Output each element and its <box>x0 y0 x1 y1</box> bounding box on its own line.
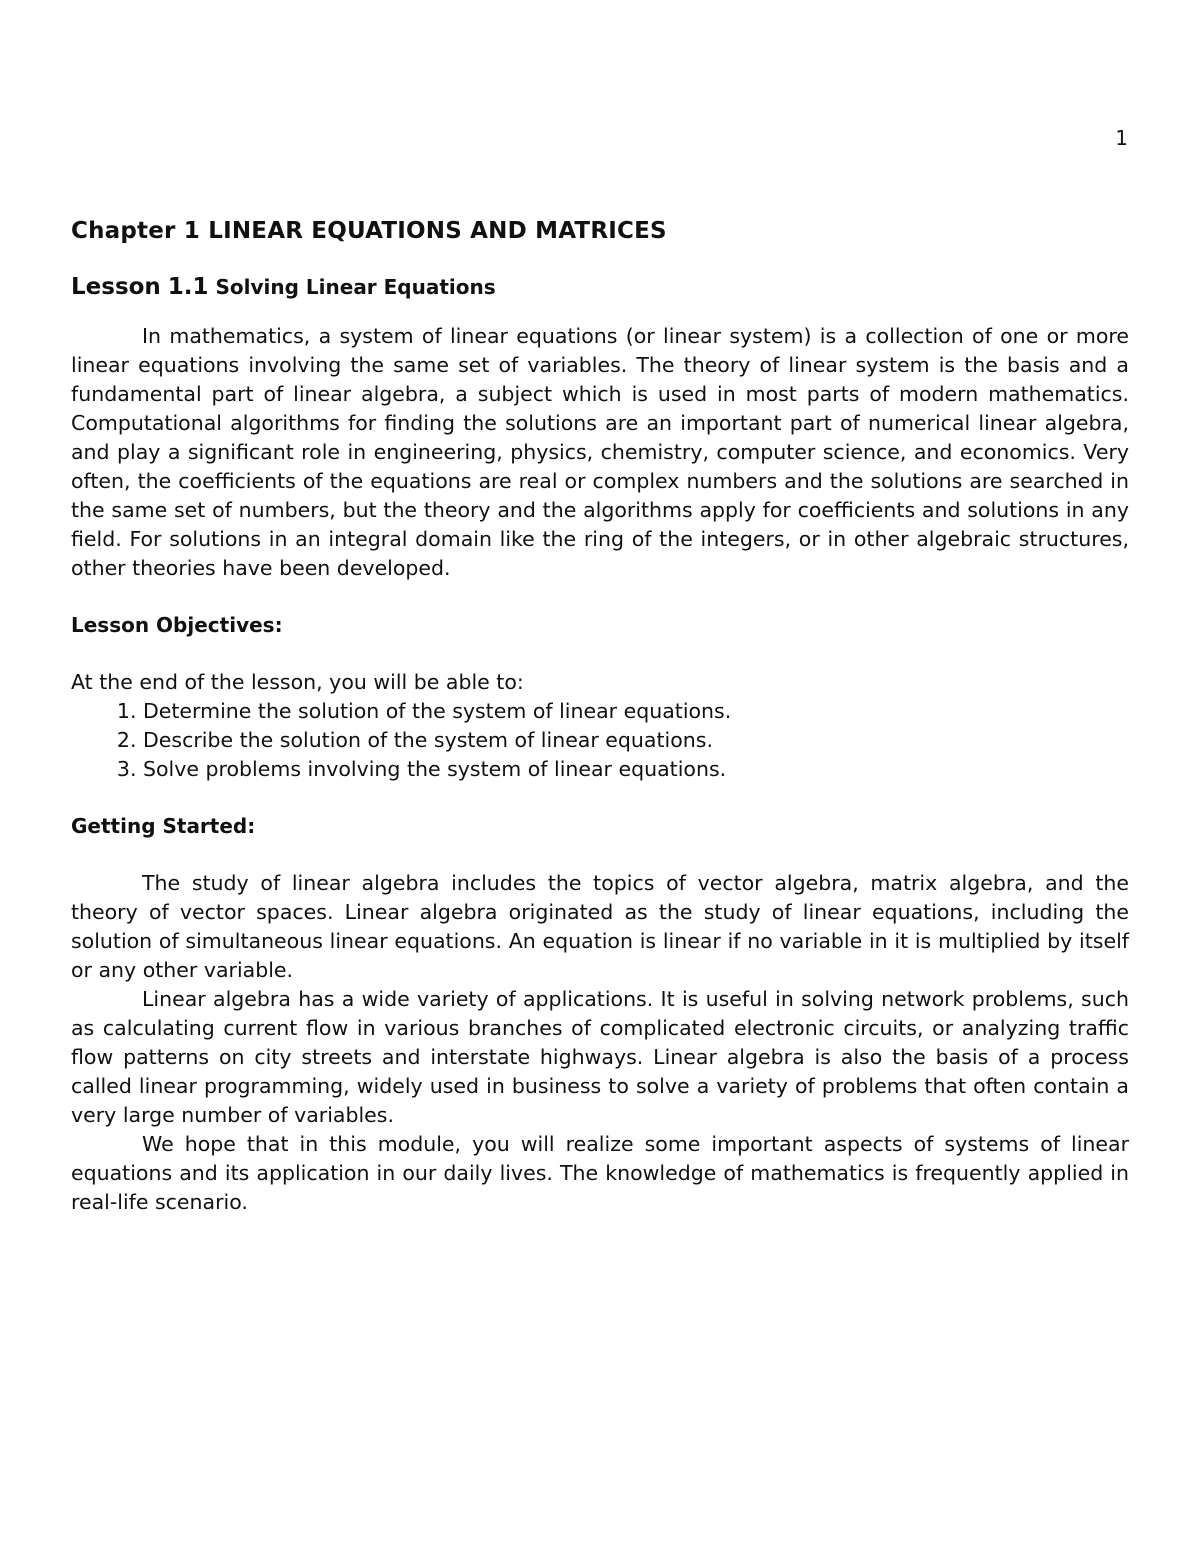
lesson-label: Lesson <box>71 274 161 300</box>
getting-started-paragraph: Linear algebra has a wide variety of applications. It is useful in solving network problems, such as calculating current flow in various branches of complicated electronic circuits, or analyzing traffic flow patterns on city streets and interstate highways. Linear algebra is also the basis of a process called linear programming, widely used in business to solve a variety of problems that often contain a very large number of variables. <box>71 987 1129 1127</box>
objective-item: 3. Solve problems involving the system of linear equations. <box>143 755 1129 784</box>
getting-started-heading: Getting Started: <box>71 814 256 838</box>
page-content <box>71 214 1129 1217</box>
objectives-heading: Lesson Objectives: <box>71 613 283 637</box>
chapter-heading <box>71 214 1129 248</box>
objectives-list <box>71 697 1129 784</box>
intro-paragraph: In mathematics, a system of linear equations (or linear system) is a collection of one or more linear equations involving the same set of variables. The theory of linear system is the basis and a fundamental part of linear algebra, a subject which is used in most parts of modern mathematics. Computational algorithms for finding the solutions are an important part of numerical linear algebra, and play a significant role in engineering, physics, chemistry, computer science, and economics. Very often, the coefficients of the equations are real or complex numbers and the solutions are searched in the same set of numbers, but the theory and the algorithms apply for coefficients and solutions in any field. For solutions in an integral domain like the ring of the integers, or in other algebraic structures, other theories have been developed. <box>71 324 1129 580</box>
objective-item: 2. Describe the solution of the system of linear equations. <box>143 726 1129 755</box>
getting-started-paragraph: The study of linear algebra includes the topics of vector algebra, matrix algebra, and the theory of vector spaces. Linear algebra originated as the study of linear equations, including the solution of simultaneous linear equations. An equation is linear if no variable in it is multiplied by itself or any other variable. <box>71 871 1129 982</box>
lesson-heading <box>71 272 1129 302</box>
objective-item: 1. Determine the solution of the system of linear equations. <box>143 697 1129 726</box>
objectives-lead: At the end of the lesson, you will be able to: <box>71 670 524 694</box>
chapter-label: Chapter 1 <box>71 218 200 244</box>
page-number: 1 <box>1115 126 1128 150</box>
chapter-title: LINEAR EQUATIONS AND MATRICES <box>208 218 667 244</box>
lesson-title: Solving Linear Equations <box>215 275 496 299</box>
getting-started-paragraph: We hope that in this module, you will realize some important aspects of systems of linear equations and its application in our daily lives. The knowledge of mathematics is frequently applied in real-life scenario. <box>71 1132 1129 1214</box>
lesson-number: 1.1 <box>167 274 209 300</box>
